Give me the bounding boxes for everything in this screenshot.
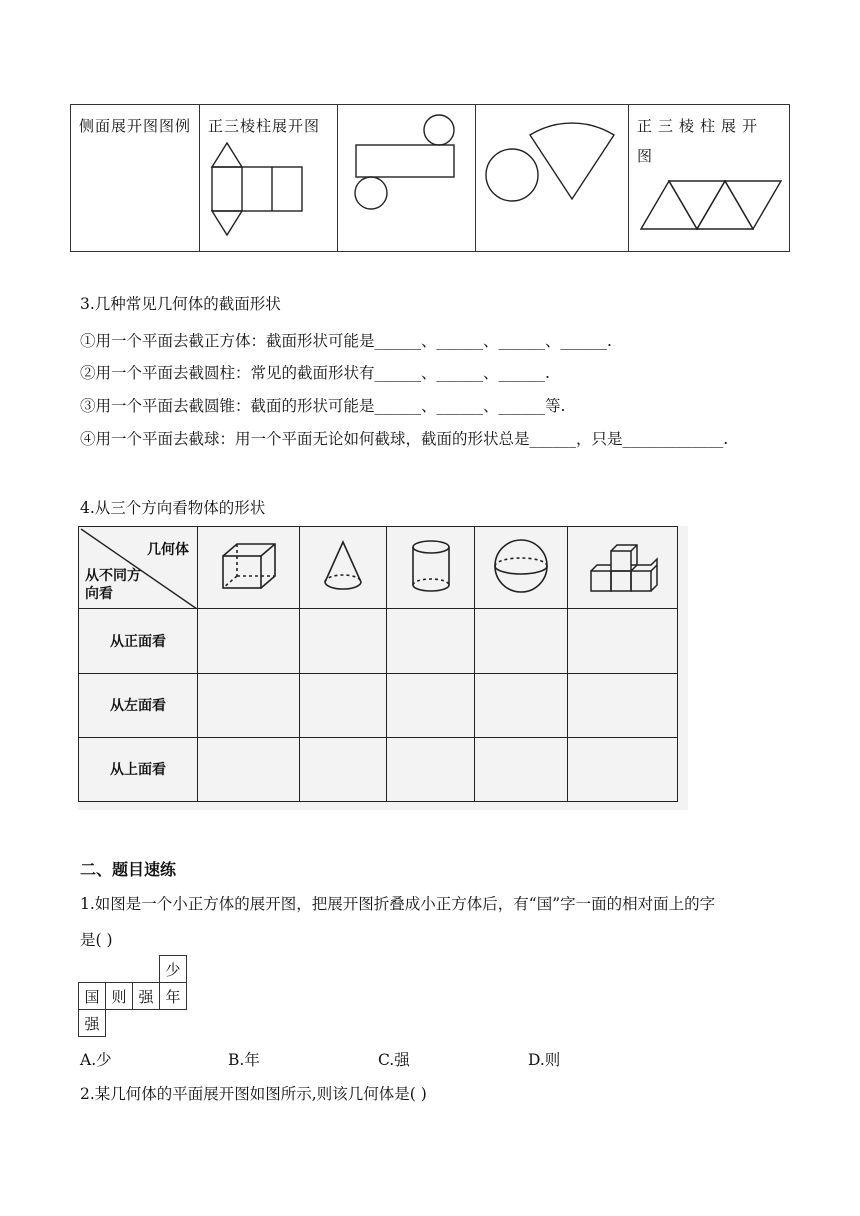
net-empty: [106, 956, 133, 983]
answer-cell: [568, 609, 678, 673]
unfolding-table: [70, 104, 790, 252]
row-front-view: 从正面看: [79, 609, 198, 673]
q1-stem-line1: 1.如图是一个小正方体的展开图，把展开图折叠成小正方体后，有“国”字一面的相对面上的字: [80, 895, 716, 913]
q1-option-a: A.少: [80, 1051, 112, 1069]
cone-icon: [313, 536, 373, 596]
prism-net-label-2: 正三棱柱展开图: [637, 117, 764, 165]
section3-line-1: ①用一个平面去截正方体：截面形状可能是______、______、______、______.: [80, 332, 612, 350]
q1-option-b: B.年: [228, 1051, 260, 1069]
net-empty: [106, 1010, 133, 1037]
answer-cell: [299, 609, 387, 673]
answer-cell: [474, 673, 567, 737]
answer-cell: [474, 737, 567, 801]
legend-label: 侧面展开图图例: [79, 117, 192, 135]
answer-cell: [474, 609, 567, 673]
answer-cell: [387, 609, 475, 673]
net-empty: [79, 956, 106, 983]
cone-cell: [299, 527, 387, 609]
sphere-icon: [489, 535, 553, 597]
answer-cell: [387, 673, 475, 737]
q1-stem-line2: 是( ): [80, 931, 113, 949]
net-face-2: 则: [106, 983, 133, 1010]
answer-cell: [299, 673, 387, 737]
net-face-bottom: 强: [79, 1010, 106, 1037]
section4-title: 4.从三个方向看物体的形状: [80, 499, 266, 517]
prism-net-label: 正三棱柱展开图: [208, 117, 321, 135]
net-face-3: 强: [133, 983, 160, 1010]
section3-title: 3.几种常见几何体的截面形状: [80, 295, 281, 313]
header-direction-label: 从不同方向看: [85, 568, 141, 602]
cone-net-figure: [476, 105, 628, 249]
part2-title: 二、题目速练: [80, 860, 177, 879]
net-face-4: 年: [160, 983, 187, 1010]
net-face-top: 少: [160, 956, 187, 983]
triangular-prism-net-figure: [200, 141, 337, 245]
q1-option-d: D.则: [528, 1051, 561, 1069]
q2-stem: 2.某几何体的平面展开图如图所示,则该几何体是( ): [80, 1085, 427, 1103]
answer-cell: [568, 737, 678, 801]
header-geometry-label: 几何体: [147, 542, 189, 558]
cylinder-cell: [387, 527, 475, 609]
triangle-strip-net-figure: [629, 171, 789, 251]
row-top-view: 从上面看: [79, 737, 198, 801]
section3-line-4: ④用一个平面去截球：用一个平面无论如何截球，截面的形状总是______，只是_____________.: [80, 430, 729, 448]
cylinder-net-figure: [338, 105, 475, 249]
answer-cell: [198, 609, 300, 673]
answer-cell: [387, 737, 475, 801]
stacked-cubes-icon: [585, 535, 661, 597]
answer-cell: [568, 673, 678, 737]
section3-line-3: ③用一个平面去截圆锥：截面的形状可能是______、______、______等.: [80, 397, 566, 415]
cylinder-net-cell: [338, 105, 476, 252]
prism-net-cell: [200, 105, 338, 252]
sphere-cell: [474, 527, 567, 609]
three-view-table: [78, 526, 678, 802]
cylinder-icon: [401, 535, 461, 597]
net-empty: [133, 1010, 160, 1037]
cube-icon: [213, 536, 283, 596]
cone-net-cell: [476, 105, 629, 252]
stacked-cubes-cell: [568, 527, 678, 609]
net-face-1: 国: [79, 983, 106, 1010]
answer-cell: [198, 673, 300, 737]
net-empty: [133, 956, 160, 983]
answer-cell: [198, 737, 300, 801]
answer-cell: [299, 737, 387, 801]
section3-line-2: ②用一个平面去截圆柱：常见的截面形状有______、______、______.: [80, 364, 550, 382]
row-left-view: 从左面看: [79, 673, 198, 737]
three-view-table-photo: [78, 526, 688, 810]
cube-net-figure: [78, 955, 187, 1037]
diagonal-header-cell: [79, 527, 198, 609]
net-empty: [160, 1010, 187, 1037]
legend-cell: [71, 105, 200, 252]
q1-option-c: C.强: [378, 1051, 410, 1069]
cube-cell: [198, 527, 300, 609]
prism-net-cell-2: [629, 105, 790, 252]
